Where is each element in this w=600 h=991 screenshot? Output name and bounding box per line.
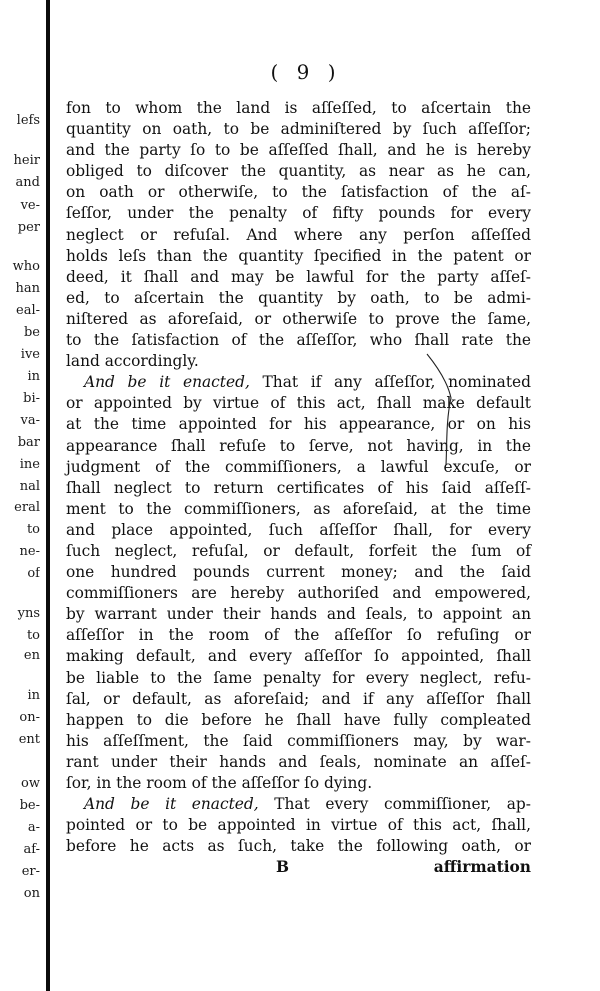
line-text: and the party ſo to be aſſeſſed ſhall, and he is hereby: [66, 141, 531, 160]
facing-page-fragment: bar: [17, 435, 40, 450]
line-text: aſſeſſor in the room of the aſſeſſor ſo refuſing or: [66, 626, 531, 645]
line-text: one hundred pounds current money; and the ſaid: [66, 563, 531, 582]
line-text: making default, and every aſſeſſor ſo appointed, ſhall: [66, 647, 531, 666]
enacting-clause: And be it enacted,: [84, 373, 250, 392]
text-line: [66, 182, 531, 203]
line-text: ſeſſor, under the penalty of fifty pounds for every: [66, 204, 531, 223]
line-text: be liable to the ſame penalty for every neglect, refu-: [66, 668, 531, 687]
line-text: appearance ſhall refuſe to ſerve, not having, in the: [66, 436, 531, 455]
facing-page-fragment: on-: [19, 710, 40, 725]
facing-page-fragment: af-: [23, 842, 40, 857]
text-line: [66, 246, 531, 267]
text-line: [66, 562, 531, 583]
text-line: [66, 414, 531, 435]
facing-page-fragment: of: [27, 566, 40, 581]
text-block: [66, 98, 531, 878]
line-text: ed, to aſcertain the quantity by oath, to be admi-: [66, 288, 531, 307]
text-line: [66, 309, 531, 330]
text-line: [66, 225, 531, 246]
line-text: ſhall neglect to return certificates of his ſaid aſſeſſ-: [66, 478, 531, 497]
catchword: affirmation: [433, 858, 531, 877]
line-text: judgment of the commiſſioners, a lawful excuſe, or: [66, 457, 531, 476]
facing-page-fragment: nal: [19, 479, 40, 494]
facing-page-fragment: eral: [14, 500, 40, 515]
facing-page-fragment: eal-: [16, 303, 40, 318]
line-text: his aſſeſſment, the ſaid commiſſioners may, by war-: [66, 731, 531, 750]
line-text: or appointed by virtue of this act, ſhall make default: [66, 394, 531, 413]
facing-page-fragment: in: [27, 688, 40, 703]
text-line: [66, 393, 531, 414]
facing-page-fragment: be: [23, 325, 40, 340]
text-line: [66, 668, 531, 689]
facing-page-fragment: han: [15, 281, 40, 296]
facing-page-fragment: ine: [19, 457, 40, 472]
text-line: [66, 815, 531, 836]
text-line: [66, 794, 531, 815]
line-text: neglect or refuſal. And where any perſon aſſeſſed: [66, 225, 531, 244]
text-line: [66, 288, 531, 309]
text-line: [66, 752, 531, 773]
text-line: [66, 478, 531, 499]
text-line: [66, 330, 531, 351]
text-line: [66, 499, 531, 520]
line-text: rant under their hands and ſeals, nominate an aſſeſ-: [66, 752, 531, 771]
text-line: [66, 98, 531, 119]
facing-page-fragment: per: [17, 220, 40, 235]
facing-page-fragment: be-: [19, 798, 40, 813]
text-line: [66, 689, 531, 710]
text-line: [66, 773, 531, 794]
text-line: [66, 646, 531, 667]
text-line: [66, 731, 531, 752]
text-line: [66, 351, 531, 372]
facing-page-fragment: va-: [20, 413, 40, 428]
facing-page-fragment: ve-: [20, 198, 40, 213]
page-number: ( 9 ): [270, 60, 342, 84]
text-line: [66, 583, 531, 604]
gutter-shadow: [46, 0, 50, 991]
facing-page-fragment: en: [23, 648, 40, 663]
text-line: [66, 140, 531, 161]
line-text: at the time appointed for his appearance, or on his: [66, 415, 531, 434]
line-text: before he acts as ſuch, take the following oath, or: [66, 837, 531, 856]
facing-page-fragment: heir: [13, 153, 40, 168]
line-text: ment to the commiſſioners, as aforeſaid, at the time: [66, 499, 531, 518]
facing-page-fragment: yns: [17, 606, 40, 621]
line-text: to the ſatisfaction of the aſſeſſor, who ſhall rate the: [66, 331, 531, 350]
text-line: [66, 604, 531, 625]
line-text: and place appointed, ſuch aſſeſſor ſhall, for every: [66, 520, 531, 539]
line-text: ſuch neglect, refuſal, or default, forfeit the ſum of: [66, 541, 531, 560]
facing-page-fragment: in: [27, 369, 40, 384]
facing-page-fragment: bi-: [23, 391, 40, 406]
line-text: That every commiſſioner, ap-: [258, 795, 531, 814]
text-line: [66, 457, 531, 478]
facing-page-fragment: on: [23, 886, 40, 901]
text-line: [66, 541, 531, 562]
facing-page-fragment: ne-: [19, 544, 40, 559]
text-line: [66, 161, 531, 182]
signature-mark: B: [276, 858, 290, 877]
facing-page-fragment: er-: [21, 864, 40, 879]
text-line: [66, 372, 531, 393]
facing-page-fragment: lefs: [16, 113, 40, 128]
line-text: quantity on oath, to be adminiſtered by ſuch aſſeſſor;: [66, 120, 531, 139]
text-line: [66, 836, 531, 857]
facing-page-fragment: ent: [18, 732, 40, 747]
line-text: holds leſs than the quantity ſpecified in the patent or: [66, 246, 531, 265]
enacting-clause: And be it enacted,: [84, 795, 259, 814]
facing-page-fragment: to: [26, 628, 40, 643]
text-line: [66, 520, 531, 541]
line-text: That if any aſſeſſor, nominated: [249, 373, 531, 392]
line-text: happen to die before he ſhall have fully compleated: [66, 710, 531, 729]
text-line: [66, 203, 531, 224]
facing-page-fragment: and: [15, 175, 40, 190]
line-text: deed, it ſhall and may be lawful for the party aſſeſ-: [66, 267, 531, 286]
facing-page-fragment: to: [26, 522, 40, 537]
line-text: on oath or otherwiſe, to the ſatisfaction of the aſ-: [66, 183, 531, 202]
page-footer: [66, 857, 531, 878]
line-text: obliged to diſcover the quantity, as near as he can,: [66, 162, 531, 181]
line-text: fon to whom the land is aſſeſſed, to aſcertain the: [66, 99, 531, 117]
line-text: pointed or to be appointed in virtue of this act, ſhall,: [66, 816, 531, 835]
line-text: by warrant under their hands and ſeals, to appoint an: [66, 605, 531, 624]
text-line: [66, 625, 531, 646]
line-text: niſtered as aforeſaid, or otherwiſe to prove the ſame,: [66, 309, 531, 328]
line-text: land accordingly.: [66, 352, 199, 371]
text-line: [66, 710, 531, 731]
line-text: ſal, or default, as aforeſaid; and if any aſſeſſor ſhall: [66, 689, 531, 708]
text-line: [66, 267, 531, 288]
facing-page-fragment: ive: [20, 347, 40, 362]
text-line: [66, 119, 531, 140]
facing-page-fragments: [0, 0, 40, 991]
text-line: [66, 436, 531, 457]
line-text: commiſſioners are hereby authoriſed and empowered,: [66, 584, 531, 603]
facing-page-fragment: a-: [27, 820, 40, 835]
facing-page-fragment: who: [12, 259, 40, 274]
line-text: ſor, in the room of the aſſeſſor ſo dying.: [66, 774, 373, 792]
facing-page-fragment: ow: [21, 776, 40, 791]
